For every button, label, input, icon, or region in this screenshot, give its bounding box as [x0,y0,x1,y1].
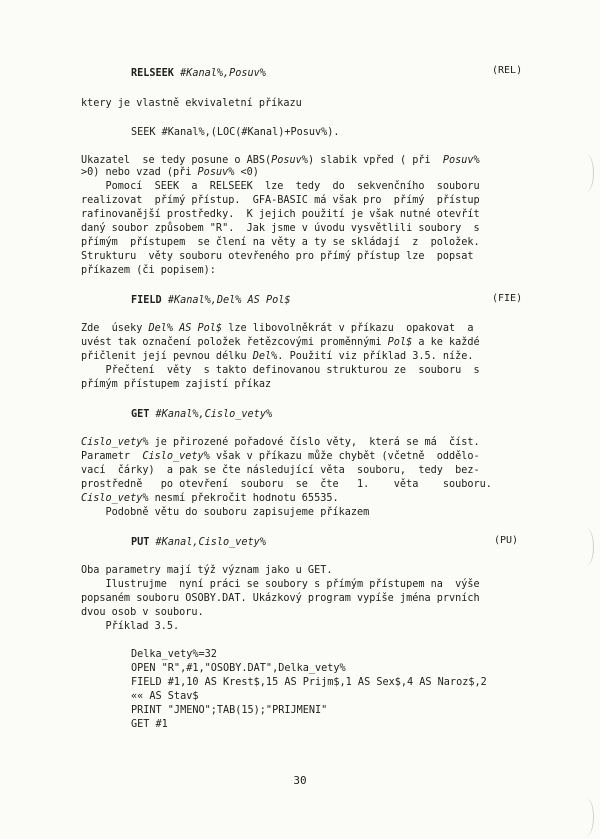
example-heading: Příklad 3.5. [81,621,180,632]
text-line: Ilustrujme nyní práci se soubory s přímým přístupem na výše [81,579,480,590]
text-line: přímým přístupem se člení na věty a ty se skládají z položek. [81,237,480,248]
keyword-relseek: RELSEEK [131,68,174,79]
binder-mark [579,154,594,192]
get-syntax [131,409,272,421]
text-line: Ukazatel se tedy posune o ABS(Posuv%) slabik vpřed ( při Posuv% [81,155,480,166]
put-tag: (PU) [494,535,519,546]
field-syntax [131,295,290,307]
text-line: Cislo_vety% nesmí překročit hodnotu 65535. [81,493,339,504]
code-line: FIELD #1,10 AS Krest$,15 AS Prijm$,1 AS Sex$,4 AS Naroz$,2 [131,677,487,688]
relseek-args: #Kanal%,Posuv% [180,68,266,79]
text-line: >0) nebo vzad (při Posuv% <0) [81,167,259,178]
code-line: «« AS Stav$ [131,691,199,702]
text-line: Pomocí SEEK a RELSEEK lze tedy do sekvenčního souboru [81,181,480,192]
text-line: Podobně větu do souboru zapisujeme příkazem [81,507,370,518]
text-line: uvést tak označení položek řetězcovými proměnnými Pol$ a ke každé [81,337,480,348]
text-line: ktery je vlastně ekvivaletní příkazu [81,98,302,109]
text-line: Přečtení věty s takto definovanou strukturou ze souboru s [81,365,480,376]
binder-mark [579,798,594,836]
page-number: 30 [293,774,307,787]
text-line: příkazem (či popisem): [81,265,216,276]
keyword-get: GET [131,409,150,420]
put-args: #Kanal,Cislo_vety% [155,537,266,548]
text-line: prostředně po otevření souboru se čte 1. věta souboru. [81,479,492,490]
get-args: #Kanal%,Cislo_vety% [155,409,273,420]
text-line: daný soubor způsobem "R". Jak jsme v úvodu vysvětlili soubory s [81,223,480,234]
text-line: rafinovanější prostředky. K jejich použití je však nutné otevřít [81,209,480,220]
text-line: dvou osob v souboru. [81,607,204,618]
text-line: přímým přístupem zajistí příkaz [81,379,272,390]
text-line: Oba parametry mají týž význam jako u GET. [81,565,333,576]
code-line: GET #1 [131,719,168,730]
code-line: Delka_vety%=32 [131,649,217,660]
text-line: přičlenit její pevnou délku Del%. Použití viz příklad 3.5. níže. [81,351,474,362]
field-tag: (FIE) [492,293,523,304]
text-line: realizovat přímý přístup. GFA-BASIC má však pro přímý přístup [81,195,480,206]
text-line: Cislo_vety% je přirozené pořadové číslo věty, která se má číst. [81,437,480,448]
relseek-syntax [131,68,266,80]
keyword-field: FIELD [131,295,162,306]
code-line: PRINT "JMENO";TAB(15);"PRIJMENI" [131,705,328,716]
put-syntax [131,537,266,549]
seek-syntax: SEEK #Kanal%,(LOC(#Kanal)+Posuv%). [131,127,340,138]
relseek-tag: (REL) [492,65,523,76]
code-line: OPEN "R",#1,"OSOBY.DAT",Delka_vety% [131,663,346,674]
keyword-put: PUT [131,537,150,548]
text-line: vací čárky) a pak se čte následující věta souboru, tedy bez- [81,465,480,476]
text-line: popsaném souboru OSOBY.DAT. Ukázkový program vypíše jména prvních [81,593,480,604]
binder-mark [579,528,594,566]
field-args: #Kanal%,Del% AS Pol$ [167,295,291,306]
text-line: Strukturu věty souboru otevřeného pro přímý přístup lze popsat [81,251,474,262]
text-line: Zde úseky Del% AS Pol$ lze libovolněkrát v příkazu opakovat a [81,323,474,334]
text-line: Parametr Cislo_vety% však v příkazu může chybět (včetně oddělo- [81,451,480,462]
